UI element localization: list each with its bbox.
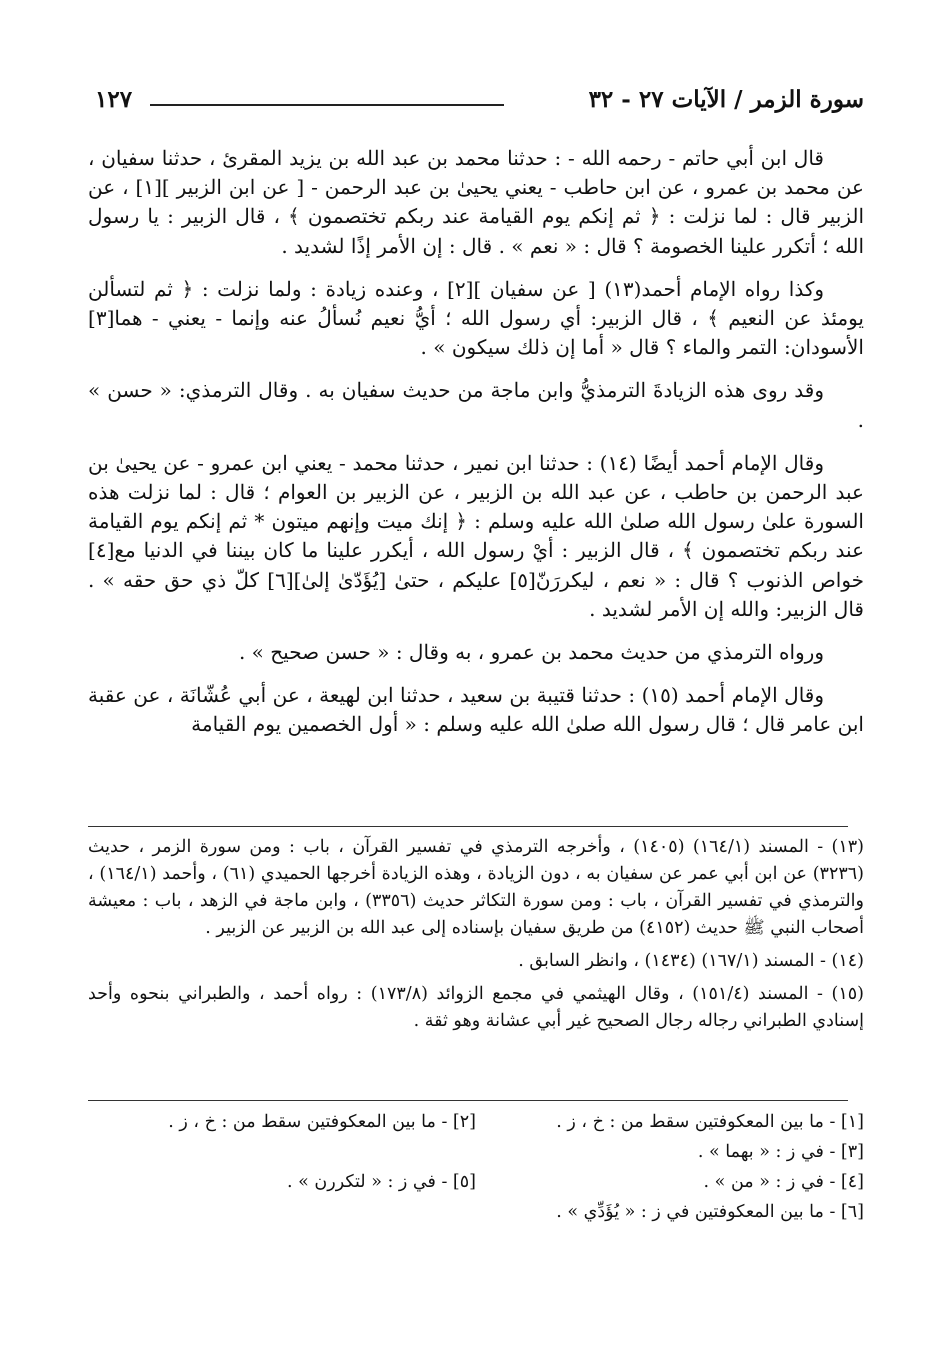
paragraph-1: قال ابن أبي حاتم - رحمه الله - : حدثنا محمد بن عبد الله بن يزيد المقرئ ، حدثنا سفيان ، عن محمد بن عمرو ، عن ابن حاطب - يعني يحيىٰ بن عبد الرحمن - [ عن ابن الزبير ][١] ، عن الزبير قال : لما نزلت : ﴿ ثم إنكم يوم القيامة عند ربكم تختصمون ﴾ ، قال الزبير : يا رسول الله ؛ أتكرر علينا الخصومة ؟ قال : « نعم » . قال : إن الأمر إذًا لشديد . (88, 146, 864, 258)
manuscript-variants (88, 1108, 864, 1228)
variant-empty (88, 1138, 476, 1168)
paragraph-4: وقال الإمام أحمد أيضًا (١٤) : حدثنا ابن نمير ، حدثنا محمد - يعني ابن عمرو - عن يحيىٰ بن عبد الرحمن بن حاطب ، عن عبد الله بن الزبير ، عن الزبير بن العوام ؛ قال : لما نزلت هذه السورة علىٰ رسول الله صلىٰ الله عليه وسلم : ﴿ إنك ميت وإنهم ميتون * ثم إنكم يوم القيامة عند ربكم تختصمون ﴾ ، قال الزبير : أيْ رسول الله ، أيكرر علينا ما كان بيننا في الدنيا مع[٤] خواص الذنوب ؟ قال : « نعم ، ليكررَنّ[٥] عليكم ، حتىٰ [يُؤَدّىٰ إلىٰ][٦] كلّ ذي حق حقه » . قال الزبير: والله إن الأمر لشديد . (88, 450, 865, 621)
variants-rule (88, 1100, 848, 1101)
variant-1: [١] - ما بين المعكوفتين سقط من : خ ، ز . (556, 1112, 864, 1132)
variant-3: [٣] - في ز : « بهما » . (697, 1142, 864, 1162)
page-number: ١٢٧ (95, 86, 133, 113)
variant-empty (88, 1198, 476, 1228)
variants-row (88, 1108, 864, 1138)
footnote-14: (١٤) - المسند (١٦٧/١) (١٤٣٤) ، وانظر السابق . (518, 951, 864, 971)
footnote-15: (١٥) - المسند (١٥١/٤) ، وقال الهيثمي في مجمع الزوائد (١٧٣/٨) : رواه أحمد ، والطبراني بنحوه وأحد إسنادي الطبراني رجاله رجال الصحيح غير أبي عشانة وهو ثقة . (88, 984, 864, 1031)
footnote-13: (١٣) - المسند (١٦٤/١) (١٤٠٥) ، وأخرجه الترمذي في تفسير القرآن ، باب : ومن سورة الزمر ، حديث (٣٢٣٦) عن ابن أبي عمر عن سفيان به ، دون الزيادة ، وهذه الزيادة أخرجها الحميدي (٦١) ، وأحمد (١٦٤/١) ، والترمذي في تفسير القرآن ، باب : ومن سورة التكاثر حديث (٣٣٥٦) ، وابن ماجة في الزهد ، باب : معيشة أصحاب النبي ﷺ حديث (٤١٥٢) من طريق سفيان بإسناده إلى عبد الله بن الزبير عن الزبير . (88, 837, 864, 938)
variant-4: [٤] - في ز : « من » . (703, 1172, 864, 1192)
variants-row (88, 1168, 864, 1198)
paragraph-3: وقد روى هذه الزيادةَ الترمذيُّ وابن ماجة من حديث سفيان به . وقال الترمذي: « حسن » . (88, 378, 864, 432)
variant-6: [٦] - ما بين المعكوفتين في ز : « يُؤَدِّي » . (556, 1202, 864, 1222)
header-rule (150, 104, 504, 106)
main-text (88, 144, 864, 754)
paragraph-2: وكذا رواه الإمام أحمد(١٣) [ عن سفيان ][٢] ، وعنده زيادة : ولما نزلت : ﴿ ثم لتسألن يومئذ عن النعيم ﴾ ، قال الزبير: أي رسول الله ؛ أيُّ نعيم نُسألُ عنه وإنما - يعني - هما[٣] الأسودان: التمر والماء ؟ قال « أما إن ذلك سيكون » . (88, 276, 864, 360)
variants-row (88, 1138, 864, 1168)
footnotes (88, 834, 864, 1041)
paragraph-6: وقال الإمام أحمد (١٥) : حدثنا قتيبة بن سعيد ، حدثنا ابن لهيعة ، عن أبي عُشّانَة ، عن عقبة ابن عامر قال ؛ قال رسول الله صلىٰ الله عليه وسلم : « أول الخصمين يوم القيامة (88, 683, 864, 737)
variant-2: [٢] - ما بين المعكوفتين سقط من : خ ، ز . (168, 1112, 476, 1132)
running-header-title: سورة الزمر / الآيات ٢٧ - ٣٢ (588, 86, 864, 113)
paragraph-5: ورواه الترمذي من حديث محمد بن عمرو ، به وقال : « حسن صحيح » . (238, 640, 824, 665)
variants-row (88, 1198, 864, 1228)
footnote-rule (88, 826, 848, 827)
variant-5: [٥] - في ز : « لتكررن » . (287, 1172, 476, 1192)
